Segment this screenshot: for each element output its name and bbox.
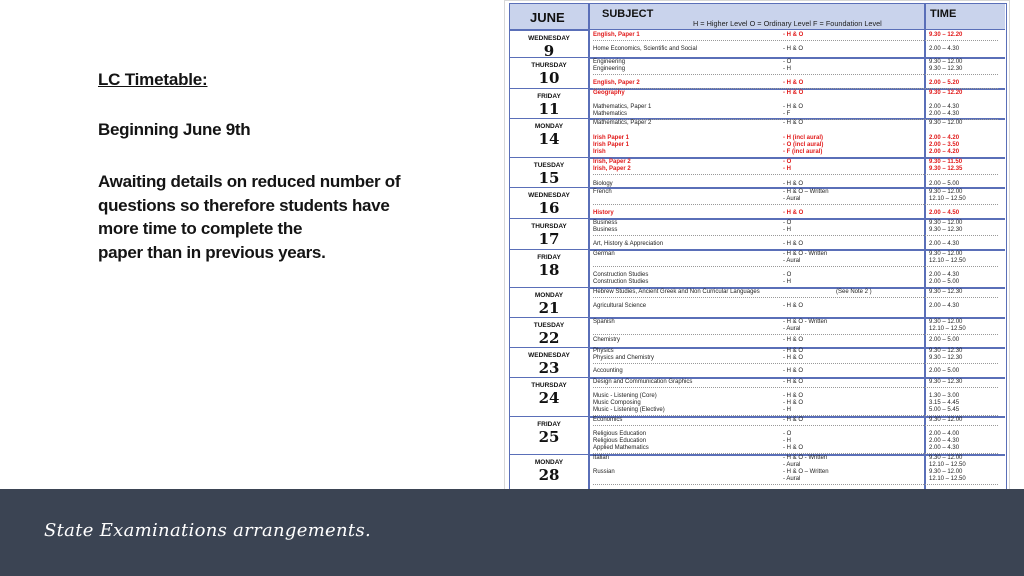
- exam-level: (See Note 2 ): [836, 289, 872, 295]
- exam-time: 9.30 – 12.30: [929, 66, 963, 72]
- subject-name: Irish: [593, 149, 606, 155]
- subject-name: Home Economics, Scientific and Social: [593, 46, 698, 52]
- subject-name: French: [593, 189, 612, 195]
- exam-time: 9.30 – 12.35: [929, 166, 963, 172]
- exam-level: - O: [783, 159, 792, 165]
- entry-separator: [593, 297, 998, 298]
- subject-name: Engineering: [593, 66, 626, 72]
- exam-time: 9.30 – 12.20: [929, 32, 963, 38]
- subject-name: Agricultural Science: [593, 303, 647, 309]
- exam-time: 2.00 – 5.00: [929, 279, 960, 285]
- exam-time: 2.00 – 5.00: [929, 368, 960, 374]
- exam-level: - H: [783, 407, 791, 413]
- day-number: 14: [538, 130, 560, 148]
- exam-level: - H & O: [783, 379, 804, 385]
- exam-level: - H & O: [783, 181, 804, 187]
- subject-name: Music - Listening (Elective): [593, 407, 665, 413]
- exam-time: 12.10 – 12.50: [929, 258, 966, 264]
- exam-time: 9.30 – 12.00: [929, 59, 963, 65]
- exam-level: - H & O: [783, 355, 804, 361]
- exam-time: 2.00 – 4.30: [929, 241, 960, 247]
- subject-name: English, Paper 2: [593, 80, 640, 86]
- exam-level: - H & O: [783, 90, 804, 96]
- day-name: THURSDAY: [531, 62, 567, 69]
- subject-name: Religious Education: [593, 438, 647, 444]
- exam-time: 12.10 – 12.50: [929, 462, 966, 468]
- subject-name: Geography: [593, 90, 625, 96]
- subject-name: Italian: [593, 455, 610, 461]
- day-cell: [510, 287, 588, 317]
- entry-separator: [593, 334, 998, 335]
- entry-separator: [593, 453, 998, 454]
- subject-name: Construction Studies: [593, 279, 649, 285]
- exam-level: - H & O – Written: [783, 189, 829, 195]
- subject-name: Hebrew Studies, Ancient Greek and Non Curricular Languages: [593, 289, 760, 295]
- exam-level: - H (incl aural): [783, 135, 824, 141]
- exam-timetable-image: [504, 0, 1010, 568]
- exam-time: 3.15 – 4.45: [929, 400, 960, 406]
- day-name: TUESDAY: [533, 322, 565, 329]
- subject-name: Irish, Paper 2: [593, 166, 631, 172]
- entry-separator: [593, 415, 998, 416]
- entry-separator: [593, 74, 998, 75]
- exam-level: - O (incl aural): [783, 142, 824, 148]
- subject-name: Economics: [593, 417, 623, 423]
- day-name: FRIDAY: [537, 421, 561, 428]
- header-month: JUNE: [530, 10, 565, 25]
- timetable-header: [510, 4, 1005, 30]
- exam-time: 12.10 – 12.50: [929, 196, 966, 202]
- exam-level: - H & O: [783, 348, 804, 354]
- exam-level: - H & O: [783, 104, 804, 110]
- day-number: 11: [538, 100, 560, 118]
- header-subject: SUBJECT: [602, 8, 654, 20]
- slide-title: LC Timetable:: [98, 70, 208, 89]
- entry-separator: [593, 40, 998, 41]
- subject-name: German: [593, 251, 615, 257]
- exam-time: 9.30 – 11.50: [929, 159, 963, 165]
- exam-level: - H & O: [783, 337, 804, 343]
- exam-level: - F: [783, 111, 791, 117]
- exam-time: 2.00 – 4.30: [929, 46, 960, 52]
- exam-time: 2.00 – 4.30: [929, 272, 960, 278]
- exam-level: - H: [783, 66, 791, 72]
- exam-time: 1.30 – 3.00: [929, 393, 960, 399]
- day-number: 9: [543, 42, 555, 60]
- subject-name: Music - Listening (Core): [593, 393, 657, 399]
- day-cell: [510, 218, 588, 249]
- subject-name: Chemistry: [593, 337, 621, 343]
- subject-name: Construction Studies: [593, 272, 649, 278]
- entry-separator: [593, 387, 998, 388]
- subject-name: Mathematics: [593, 111, 628, 117]
- day-cell: [510, 317, 588, 347]
- exam-time: 9.30 – 12.00: [929, 319, 963, 325]
- entry-separator: [593, 235, 998, 236]
- subject-name: Design and Communication Graphics: [593, 379, 693, 385]
- exam-time: 12.10 – 12.50: [929, 326, 966, 332]
- day-cell: [510, 187, 588, 218]
- notice-line: paper than in previous years.: [98, 242, 326, 262]
- day-name: MONDAY: [534, 459, 564, 466]
- exam-level: - Aural: [783, 462, 801, 468]
- exam-level: - H & O: [783, 210, 804, 216]
- day-name: MONDAY: [534, 123, 564, 130]
- subject-name: Applied Mathematics: [593, 445, 649, 451]
- subject-name: Russian: [593, 469, 615, 475]
- timetable-table: [509, 3, 1007, 565]
- day-number: 24: [538, 389, 560, 407]
- entry-separator: [593, 425, 998, 426]
- exam-level: - H & O – Written: [783, 469, 829, 475]
- subject-name: Business: [593, 227, 618, 233]
- exam-level: - H & O: [783, 393, 804, 399]
- day-name: FRIDAY: [537, 254, 561, 261]
- exam-level: - H & O: [783, 400, 804, 406]
- exam-time: 2.00 – 4.30: [929, 104, 960, 110]
- slide-text-block: [98, 70, 468, 264]
- exam-level: - H & O - Written: [783, 455, 828, 461]
- exam-level: - O: [783, 59, 792, 65]
- day-number: 17: [538, 230, 560, 248]
- subject-name: Irish, Paper 2: [593, 159, 631, 165]
- exam-time: 9.30 – 12.00: [929, 469, 963, 475]
- entry-separator: [593, 174, 998, 175]
- day-name: MONDAY: [534, 292, 564, 299]
- day-cell: [510, 249, 588, 287]
- entry-separator: [593, 484, 998, 485]
- exam-time: 9.30 – 12.30: [929, 379, 963, 385]
- entry-separator: [593, 88, 998, 89]
- day-number: 25: [538, 428, 560, 446]
- exam-time: 9.30 – 12.00: [929, 189, 963, 195]
- exam-time: 9.30 – 12.30: [929, 355, 963, 361]
- exam-level: - H & O: [783, 303, 804, 309]
- exam-level: - O: [783, 220, 792, 226]
- day-name: THURSDAY: [531, 223, 567, 230]
- day-cell: [510, 157, 588, 187]
- subject-name: Accounting: [593, 368, 623, 374]
- exam-time: 5.00 – 5.45: [929, 407, 960, 413]
- entry-separator: [593, 363, 998, 364]
- exam-level: - H & O: [783, 80, 804, 86]
- exam-level: - O: [783, 272, 792, 278]
- day-number: 21: [538, 299, 560, 317]
- day-number: 22: [538, 329, 560, 347]
- header-level-legend: H = Higher Level O = Ordinary Level F = Foundation Level: [693, 19, 882, 28]
- exam-level: - H & O: [783, 32, 804, 38]
- day-cell: [510, 118, 588, 157]
- exam-time: 9.30 – 12.00: [929, 417, 963, 423]
- notice-paragraph: [98, 170, 468, 264]
- exam-time: 2.00 – 4.20: [929, 135, 960, 141]
- exam-time: 2.00 – 4.20: [929, 149, 960, 155]
- subject-name: Physics: [593, 348, 614, 354]
- subject-name: Religious Education: [593, 431, 647, 437]
- day-number: 16: [538, 199, 560, 217]
- exam-level: - Aural: [783, 476, 801, 482]
- exam-time: 9.30 – 12.30: [929, 348, 963, 354]
- day-number: 15: [538, 169, 560, 187]
- day-cell: [510, 57, 588, 88]
- day-name: TUESDAY: [533, 162, 565, 169]
- day-number: 28: [538, 466, 560, 484]
- exam-time: 12.10 – 12.50: [929, 476, 966, 482]
- exam-level: - H & O - Written: [783, 319, 828, 325]
- exam-level: - H & O: [783, 417, 804, 423]
- exam-time: 9.30 – 12.00: [929, 251, 963, 257]
- day-name: WEDNESDAY: [528, 35, 570, 42]
- day-cell: [510, 377, 588, 416]
- subject-name: Spanish: [593, 319, 615, 325]
- exam-time: 2.00 – 4.50: [929, 210, 960, 216]
- notice-line: questions so therefore students have: [98, 195, 390, 215]
- subject-name: Biology: [593, 181, 613, 187]
- exam-level: - Aural: [783, 326, 801, 332]
- exam-level: - H: [783, 279, 791, 285]
- day-cell: [510, 416, 588, 454]
- subject-name: Engineering: [593, 59, 626, 65]
- exam-time: 2.00 – 3.50: [929, 142, 960, 148]
- subject-name: Irish Paper 1: [593, 135, 630, 141]
- exam-time: 2.00 – 4.30: [929, 445, 960, 451]
- day-name: WEDNESDAY: [528, 192, 570, 199]
- exam-time: 9.30 – 12.20: [929, 90, 963, 96]
- exam-time: 9.30 – 12.00: [929, 455, 963, 461]
- entry-separator: [593, 266, 998, 267]
- exam-level: - H & O: [783, 120, 804, 126]
- exam-time: 9.30 – 12.30: [929, 289, 963, 295]
- day-name: WEDNESDAY: [528, 352, 570, 359]
- exam-time: 2.00 – 4.30: [929, 111, 960, 117]
- exam-time: 2.00 – 5.00: [929, 337, 960, 343]
- exam-time: 2.00 – 4.30: [929, 303, 960, 309]
- subject-name: Irish Paper 1: [593, 142, 630, 148]
- day-cell: [510, 347, 588, 377]
- exam-time: 9.30 – 12.00: [929, 220, 963, 226]
- subject-name: Physics and Chemistry: [593, 355, 655, 361]
- exam-level: - F (incl aural): [783, 149, 823, 155]
- notice-line: more time to complete the: [98, 219, 303, 238]
- exam-level: - O: [783, 431, 792, 437]
- exam-time: 2.00 – 5.00: [929, 181, 960, 187]
- subject-name: History: [593, 210, 614, 216]
- exam-level: - H & O - Written: [783, 251, 828, 257]
- exam-level: - H & O: [783, 46, 804, 52]
- footer-caption: State Examinations arrangements.: [44, 520, 371, 541]
- subject-name: English, Paper 1: [593, 32, 640, 38]
- exam-level: - H: [783, 166, 791, 172]
- exam-level: - Aural: [783, 196, 801, 202]
- exam-level: - Aural: [783, 258, 801, 264]
- exam-level: - H & O: [783, 445, 804, 451]
- exam-level: - H & O: [783, 368, 804, 374]
- exam-level: - H: [783, 227, 791, 233]
- day-name: FRIDAY: [537, 93, 561, 100]
- exam-level: - H & O: [783, 241, 804, 247]
- exam-time: 9.30 – 12.30: [929, 227, 963, 233]
- subject-name: Mathematics, Paper 2: [593, 120, 652, 126]
- exam-time: 2.00 – 5.20: [929, 80, 960, 86]
- exam-time: 2.00 – 4.30: [929, 438, 960, 444]
- day-number: 23: [538, 359, 560, 377]
- beginning-date: Beginning June 9th: [98, 120, 251, 139]
- exam-level: - H: [783, 438, 791, 444]
- entry-separator: [593, 204, 998, 205]
- subject-name: Music Composing: [593, 400, 641, 406]
- notice-line: Awaiting details on reduced number of: [98, 172, 401, 191]
- exam-time: 9.30 – 12.00: [929, 120, 963, 126]
- subject-name: Mathematics, Paper 1: [593, 104, 652, 110]
- subject-name: Business: [593, 220, 618, 226]
- day-number: 10: [538, 69, 560, 87]
- header-time: TIME: [930, 8, 957, 20]
- exam-time: 2.00 – 4.00: [929, 431, 960, 437]
- day-number: 18: [538, 261, 560, 279]
- subject-name: Art, History & Appreciation: [593, 241, 664, 247]
- day-cell: [510, 88, 588, 118]
- day-name: THURSDAY: [531, 382, 567, 389]
- day-cell: [510, 30, 588, 60]
